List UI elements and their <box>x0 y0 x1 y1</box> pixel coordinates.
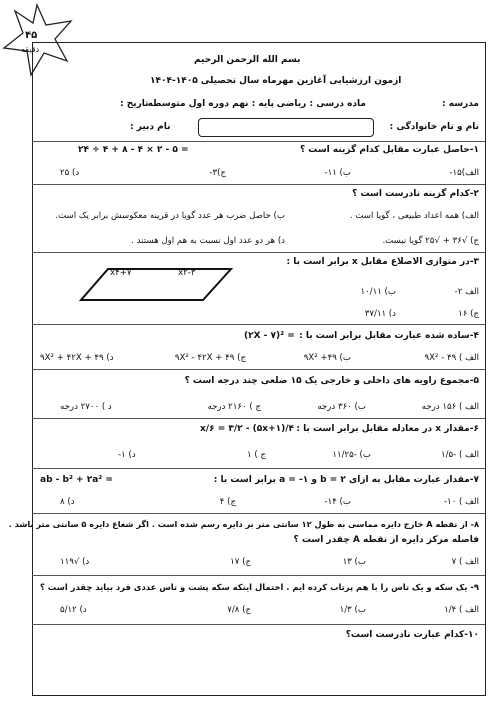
q7-text: ۷-مقدار عبارت مقابل به ازای b = ۲ و a = -۱ برابر است با : <box>213 475 479 485</box>
q2-opt-d: د) هر دو عدد اول نسبت به هم اول هستند . <box>131 236 285 246</box>
q9-opt-b: ب) ۱/۳ <box>339 605 366 615</box>
q6-opt-b: ب) -۱۱/۲۵ <box>332 450 371 460</box>
exam-title: ازمون ارزشیابی آغازین مهرماه سال تحصیلی ۱۴۰۵-۱۴۰۴ <box>150 76 402 86</box>
q6-text: ۶-مقدار x در معادله مقابل برابر است با : <box>296 424 479 434</box>
q4-opt-d: د) ۹X² + ۴۲X + ۴۹ <box>40 353 114 363</box>
q5-text: ۵-مجموع زاویه های داخلی و خارجی یک ۱۵ ضلعی چند درجه است ؟ <box>184 376 479 386</box>
q3-opt-c: ج) ۱۶ <box>458 309 479 319</box>
q10-text: ۱۰-کدام عبارت نادرست است؟ <box>345 630 479 640</box>
q1-opt-c: ج)۳- <box>209 168 226 178</box>
q6-opt-d: د) ۱- <box>118 450 136 460</box>
q4-expr: (۲X - ۷)² = <box>244 331 295 341</box>
q7-opt-d: د) ۸ <box>60 497 75 507</box>
figure-right-label: ۳-x۲ <box>178 268 196 278</box>
date-label: تاریخ : <box>120 99 149 109</box>
q1-opt-b: ب) ۱۱- <box>324 168 351 178</box>
badge-unit: دقیقه <box>21 45 40 54</box>
divider <box>32 575 485 576</box>
student-name-field[interactable] <box>198 118 374 137</box>
q8-opt-a: الف ) ۷ <box>451 557 479 567</box>
divider <box>32 468 485 469</box>
q4-opt-a: الف ) ۴۹ - ۹X² <box>424 353 479 363</box>
q9-opt-a: الف ) ۱/۴ <box>444 605 479 615</box>
q8-opt-d: د) √۱۱۹ <box>60 557 90 567</box>
q6-expr: x/۶ = ۳/۲ - (۵x+۱)/۴ <box>200 424 295 434</box>
parallelogram-figure <box>78 264 238 304</box>
q8-text: ۸- از نقطه A خارج دایره مماسی به طول ۱۲ سانتی متر بر دایره رسم شده است . اگر شعاع دایره ۵ سانتی متر باشد . <box>8 519 479 529</box>
q1-text: ۱-حاصل عبارت مقابل کدام گزینه است ؟ <box>299 145 479 155</box>
q9-text: ۹- یک سکه و یک تاس را با هم پرتاب کرده ایم . احتمال اینکه سکه پشت و تاس عددی فرد بیاید چقدر است ؟ <box>39 582 479 592</box>
q3-opt-b: ب) ۱۰/۱۱ <box>360 287 396 297</box>
q8-opt-c: ج) ۱۷ <box>230 557 251 567</box>
badge-minutes: ۴۵ <box>25 30 38 41</box>
q2-text: ۲-کدام گزینه نادرست است ؟ <box>352 189 479 199</box>
q5-opt-d: د ) ۲۷۰۰ درجه <box>60 402 112 412</box>
q7-opt-c: ج) ۴ <box>219 497 236 507</box>
q6-opt-a: الف ) -۱/۵ <box>441 450 479 460</box>
q4-opt-b: ب) ۴۹+ ۹X² <box>303 353 351 363</box>
q6-opt-c: ج ) ۱ <box>247 450 266 460</box>
divider <box>32 369 485 370</box>
q3-opt-a: الف ۲- <box>454 287 479 297</box>
divider <box>32 324 485 325</box>
q4-opt-c: ج) ۹X² - ۴۲X + ۴۹ <box>174 353 246 363</box>
q1-expr: ۲۴ ÷ ۴ + ۸ - ۴ × ۲ - ۵ = <box>78 145 189 155</box>
q2-opt-a: الف) همه اعداد طبیعی ، گویا است . <box>349 211 479 221</box>
teacher-label: نام دبیر : <box>130 122 171 132</box>
divider <box>32 418 485 419</box>
q4-text: ۴-ساده شده عبارت مقابل برابر است با : <box>299 331 479 341</box>
divider <box>32 141 485 142</box>
school-label: مدرسه : <box>442 99 479 109</box>
bismillah: بسم الله الرحمن الرحیم <box>194 55 301 65</box>
q8-opt-b: ب) ۱۳ <box>342 557 366 567</box>
q5-opt-c: ج ) ۲۱۶۰ درجه <box>207 402 261 412</box>
q5-opt-a: الف ) ۱۵۶ درجه <box>421 402 479 412</box>
q3-text: ۳-در متوازی الاضلاع مقابل x برابر است با : <box>286 257 479 267</box>
q7-opt-b: ب) ۱۴- <box>324 497 351 507</box>
q2-opt-b: ب) حاصل ضرب هر عدد گویا در قرینه معکوسش برابر یک است. <box>55 211 285 221</box>
divider <box>32 184 485 185</box>
q9-opt-c: ج) ۷/۸ <box>227 605 251 615</box>
q1-opt-d: د) ۲۵ <box>60 168 80 178</box>
q5-opt-b: ب) ۳۶۰ درجه <box>317 402 366 412</box>
q2-opt-c: ج) √۳۶ + √۲۵ گویا نیست. <box>382 236 479 246</box>
subject-label: ماده درسی : ریاضی <box>276 99 366 109</box>
divider <box>32 624 485 625</box>
figure-left-label: ۷+x۴ <box>110 268 132 278</box>
divider <box>32 252 485 253</box>
divider <box>32 513 485 514</box>
q7-expr: ab - b² + ۲a² = <box>40 475 113 485</box>
q9-opt-d: د) ۵/۱۲ <box>60 605 87 615</box>
student-name-label: نام و نام خانوادگی : <box>389 122 479 132</box>
q1-opt-a: الف)۱۵- <box>449 168 479 178</box>
q8-text-2: فاصله مرکز دایره از نقطه A چقدر است ؟ <box>293 535 479 545</box>
q7-opt-a: الف ) ۱۰- <box>443 497 479 507</box>
q3-opt-d: د) ۳۷/۱۱ <box>364 309 396 319</box>
grade-label: پایه : نهم دوره اول متوسطه <box>147 99 274 109</box>
